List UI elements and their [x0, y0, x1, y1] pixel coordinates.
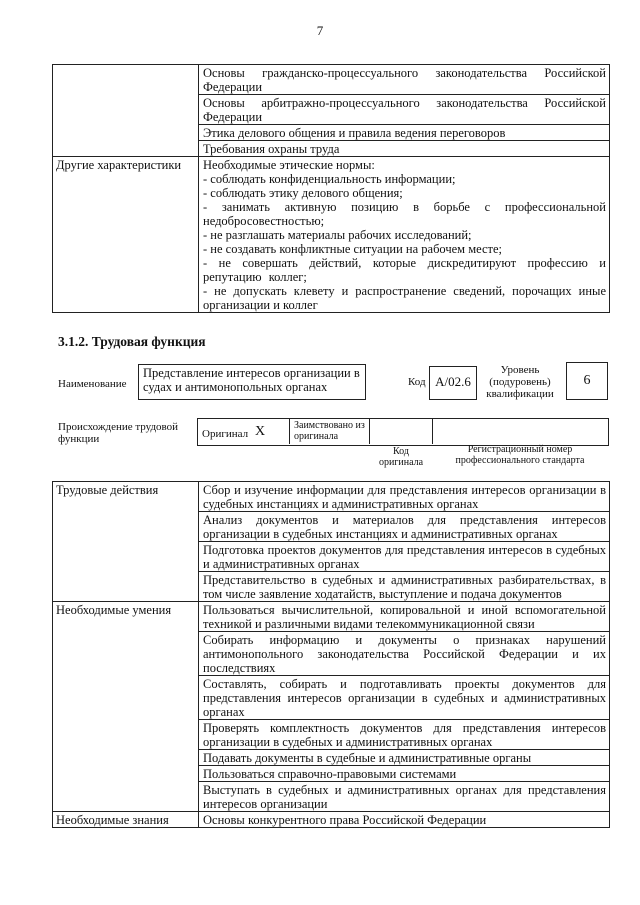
skill-item: Составлять, собирать и подготавливать проекты документов для представления интересов организации в судебных и административных органах: [199, 676, 610, 720]
skill-item: Пользоваться справочно-правовыми системами: [199, 766, 610, 782]
skill-item: Пользоваться вычислительной, копировальной и иной вспомогательной техникой и различными видами телекоммуникационной связи: [199, 602, 610, 632]
ethics-line: - соблюдать этику делового общения;: [203, 186, 403, 200]
divider: [289, 418, 290, 444]
skill-item: Проверять комплектность документов для представления интересов организации в судебных и административных органах: [199, 720, 610, 750]
knowledge-item: Основы арбитражно-процессуального законодательства Российской Федерации: [199, 95, 610, 125]
origin-label: Происхождение трудовой функции: [58, 421, 179, 445]
ethics-line: - не допускать клевету и распространение сведений, порочащих иные организации и коллег: [203, 284, 606, 312]
characteristics-table: [52, 64, 610, 313]
action-item: Анализ документов и материалов для представления интересов организации в судебных инстанциях и административных органах: [199, 512, 610, 542]
original-label: Оригинал: [202, 428, 249, 440]
ethics-line: - не создавать конфликтные ситуации на рабочем месте;: [203, 242, 503, 256]
reg-number-caption: Регистрационный номер профессионального стандарта: [455, 444, 585, 466]
skill-item: Подавать документы в судебные и административные органы: [199, 750, 610, 766]
ethics-line: - не совершать действий, которые дискредитируют профессию и репутацию коллег;: [203, 256, 606, 284]
knowledge-item: Основы гражданско-процессуального законодательства Российской Федерации: [199, 65, 610, 95]
ethics-line: Необходимые этические нормы:: [203, 158, 375, 172]
table-row: [53, 482, 610, 512]
code-box: А/02.6: [429, 366, 477, 400]
actions-label: Трудовые действия: [53, 482, 199, 602]
action-item: Подготовка проектов документов для представления интересов в судебных и административных органах: [199, 542, 610, 572]
action-item: Представительство в судебных и административных разбирательствах, в том числе заявление ходатайств, выступление и подача документов: [199, 572, 610, 602]
function-details-table: [52, 481, 610, 828]
ethics-line: - не разглашать материалы рабочих исследований;: [203, 228, 472, 242]
table-row: [53, 157, 610, 313]
ethics-cell: [199, 157, 610, 313]
name-label: Наименование: [58, 378, 127, 390]
skill-item: Собирать информацию и документы о признаках нарушений антимонопольного законодательства Российской Федерации и их последствиях: [199, 632, 610, 676]
original-mark: Х: [255, 424, 266, 439]
other-characteristics-label: Другие характеристики: [53, 157, 199, 313]
knowledge-item: Основы конкурентного права Российской Федерации: [199, 812, 610, 828]
borrowed-label: Заимствовано из оригинала: [294, 420, 365, 442]
knowledge-label: Необходимые знания: [53, 812, 199, 828]
table-row: [53, 812, 610, 828]
action-item: Сбор и изучение информации для представления интересов организации в судебных инстанциях и административных органах: [199, 482, 610, 512]
level-label: Уровень (подуровень) квалификации: [486, 364, 554, 400]
knowledge-item: Требования охраны труда: [199, 141, 610, 157]
table-cell-empty: [53, 65, 199, 157]
code-label: Код: [408, 376, 426, 388]
divider: [432, 418, 433, 444]
skills-label: Необходимые умения: [53, 602, 199, 812]
divider: [369, 418, 370, 444]
ethics-line: - соблюдать конфиденциальность информации;: [203, 172, 456, 186]
level-box: 6: [566, 362, 608, 400]
ethics-line: - занимать активную позицию в борьбе с профессиональной недобросовестностью;: [203, 200, 606, 228]
section-title: 3.1.2. Трудовая функция: [58, 334, 206, 349]
code-original-caption: Код оригинала: [378, 446, 424, 468]
page-number: 7: [316, 23, 324, 38]
table-row: [53, 602, 610, 632]
table-row: [53, 65, 610, 95]
knowledge-item: Этика делового общения и правила ведения переговоров: [199, 125, 610, 141]
function-name-box: Представление интересов организации в судах и антимонопольных органах: [138, 364, 366, 400]
skill-item: Выступать в судебных и административных органах для представления интересов организации: [199, 782, 610, 812]
